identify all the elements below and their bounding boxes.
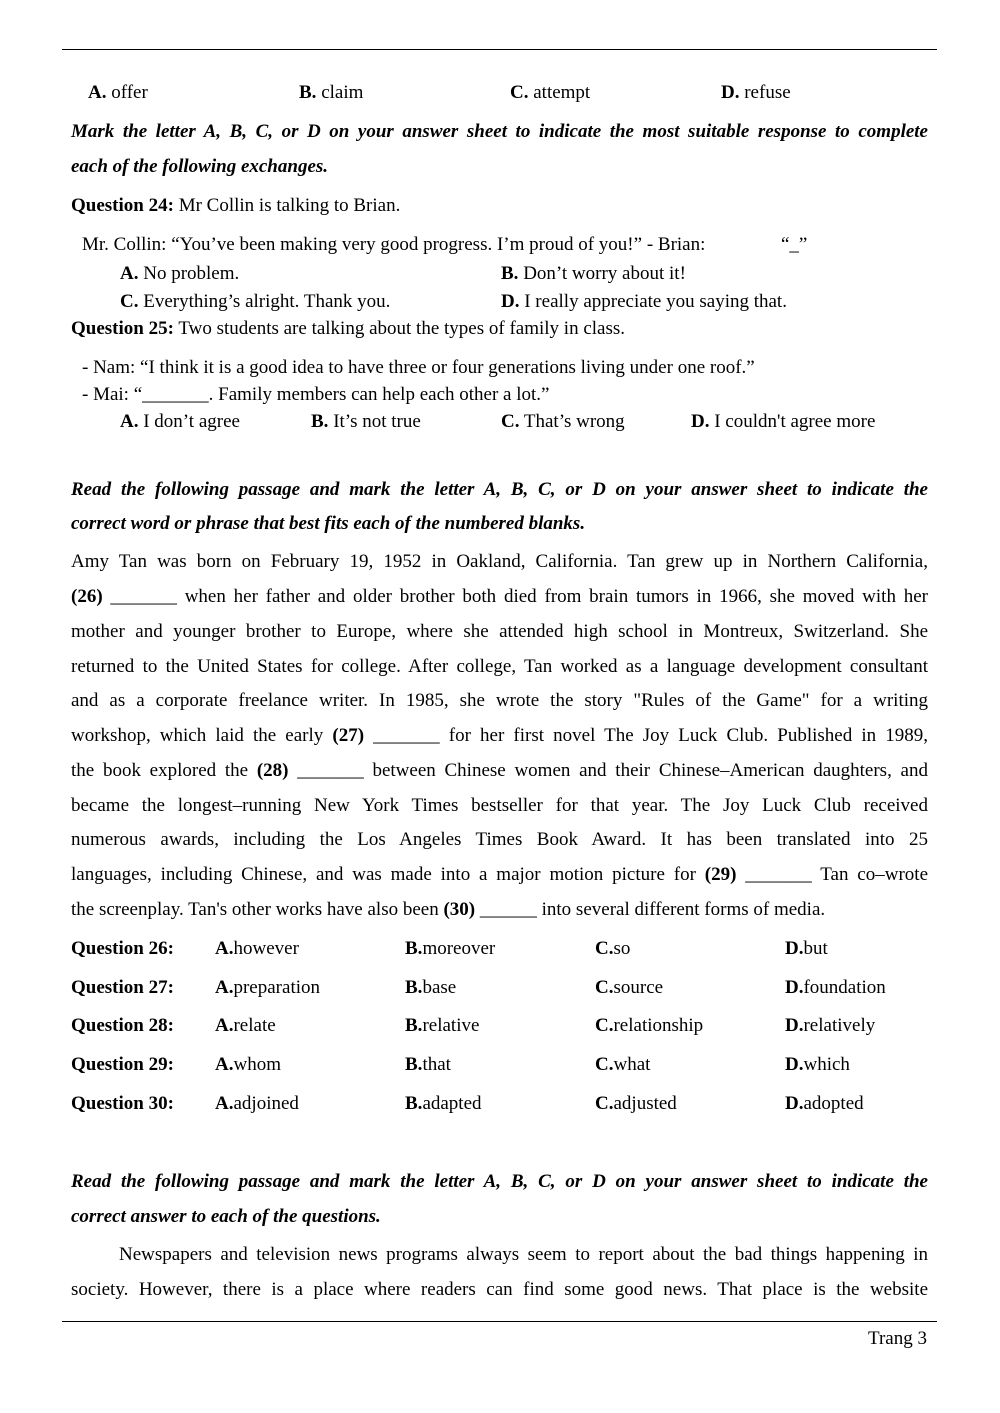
reading-passage-line: society. However, there is a place where readers can find some good news. That place is the website	[71, 1279, 928, 1300]
passage-line: the screenplay. Tan's other works have also been (30) ______ into several different forms of media.	[71, 899, 826, 920]
option-c: C. so	[595, 938, 631, 959]
passage-line: mother and younger brother to Europe, where she attended high school in Montreux, Switzerland. She	[71, 621, 928, 642]
reading-instruction-line1: Read the following passage and mark the letter A, B, C, or D on your answer sheet to indicate the	[71, 1171, 928, 1192]
option-a: A. relate	[215, 1015, 276, 1036]
cloze-instruction-line2: correct word or phrase that best fits each of the numbered blanks.	[71, 513, 586, 534]
option-a: A. preparation	[215, 977, 320, 998]
passage-line: (26) _______ when her father and older brother both died from brain tumors in 1966, she moved with her	[71, 586, 928, 607]
option-d: D. foundation	[785, 977, 886, 998]
option-a: A. however	[215, 938, 299, 959]
passage-line: and as a corporate freelance writer. In 1985, she wrote the story "Rules of the Game" for a writing	[71, 690, 928, 711]
option-a: A. adjoined	[215, 1093, 299, 1114]
q25-option-d: D. I couldn't agree more	[691, 411, 876, 432]
option-b: B. moreover	[405, 938, 496, 959]
q24-heading: Question 24: Mr Collin is talking to Brian.	[71, 195, 401, 216]
q25-option-c: C. That’s wrong	[501, 411, 625, 432]
q25-option-a: A. I don’t agree	[120, 411, 240, 432]
question-label: Question 30:	[71, 1093, 174, 1114]
q25-line-mai: - Mai: “_______. Family members can help each other a lot.”	[82, 384, 550, 405]
q24-option-d: D. I really appreciate you saying that.	[501, 291, 787, 312]
q23-option-a: A. offer	[88, 82, 148, 103]
q24-option-c: C. Everything’s alright. Thank you.	[120, 291, 391, 312]
option-c: C. source	[595, 977, 664, 998]
passage-line: Amy Tan was born on February 19, 1952 in Oakland, California. Tan grew up in Northern California,	[71, 551, 928, 572]
option-c: C. relationship	[595, 1015, 704, 1036]
q23-option-c: C. attempt	[510, 82, 591, 103]
passage-line: the book explored the (28) _______ between Chinese women and their Chinese–American daughters, and	[71, 760, 928, 781]
passage-line: returned to the United States for college. After college, Tan worked as a language development consultant	[71, 656, 928, 677]
passage-line: became the longest–running New York Times bestseller for that year. The Joy Luck Club received	[71, 795, 928, 816]
option-d: D. relatively	[785, 1015, 876, 1036]
exchanges-instruction-line2: each of the following exchanges.	[71, 156, 329, 177]
question-label: Question 26:	[71, 938, 174, 959]
option-a: A. whom	[215, 1054, 281, 1075]
passage-line: languages, including Chinese, and was made into a major motion picture for (29) _______ Tan co–wrote	[71, 864, 928, 885]
q24-dialogue: Mr. Collin: “You’ve been making very good progress. I’m proud of you!” - Brian:	[82, 234, 706, 255]
question-label: Question 29:	[71, 1054, 174, 1075]
exchanges-instruction-line1: Mark the letter A, B, C, or D on your answer sheet to indicate the most suitable response to complete	[71, 121, 928, 142]
option-c: C. adjusted	[595, 1093, 677, 1114]
option-d: D. which	[785, 1054, 850, 1075]
q25-option-b: B. It’s not true	[311, 411, 421, 432]
q24-option-b: B. Don’t worry about it!	[501, 263, 686, 284]
reading-passage-line: Newspapers and television news programs always seem to report about the bad things happening in	[119, 1244, 928, 1265]
q24-option-a: A. No problem.	[120, 263, 240, 284]
question-label: Question 27:	[71, 977, 174, 998]
header-rule	[62, 49, 937, 50]
q23-option-d: D. refuse	[721, 82, 791, 103]
option-b: B. base	[405, 977, 457, 998]
q24-blank: “_”	[781, 234, 808, 255]
option-d: D. adopted	[785, 1093, 864, 1114]
q25-heading: Question 25: Two students are talking about the types of family in class.	[71, 318, 626, 339]
question-label: Question 28:	[71, 1015, 174, 1036]
page-number: Trang 3	[868, 1328, 927, 1349]
option-b: B. relative	[405, 1015, 480, 1036]
option-b: B. that	[405, 1054, 451, 1075]
passage-line: workshop, which laid the early (27) _______ for her first novel The Joy Luck Club. Published in 1989,	[71, 725, 928, 746]
reading-instruction-line2: correct answer to each of the questions.	[71, 1206, 381, 1227]
option-c: C. what	[595, 1054, 651, 1075]
passage-line: numerous awards, including the Los Angeles Times Book Award. It has been translated into 25	[71, 829, 928, 850]
q25-line-nam: - Nam: “I think it is a good idea to have three or four generations living under one roof.”	[82, 357, 755, 378]
cloze-instruction-line1: Read the following passage and mark the letter A, B, C, or D on your answer sheet to indicate the	[71, 479, 928, 500]
footer-rule	[62, 1321, 937, 1322]
option-b: B. adapted	[405, 1093, 482, 1114]
option-d: D. but	[785, 938, 828, 959]
q23-option-b: B. claim	[299, 82, 364, 103]
